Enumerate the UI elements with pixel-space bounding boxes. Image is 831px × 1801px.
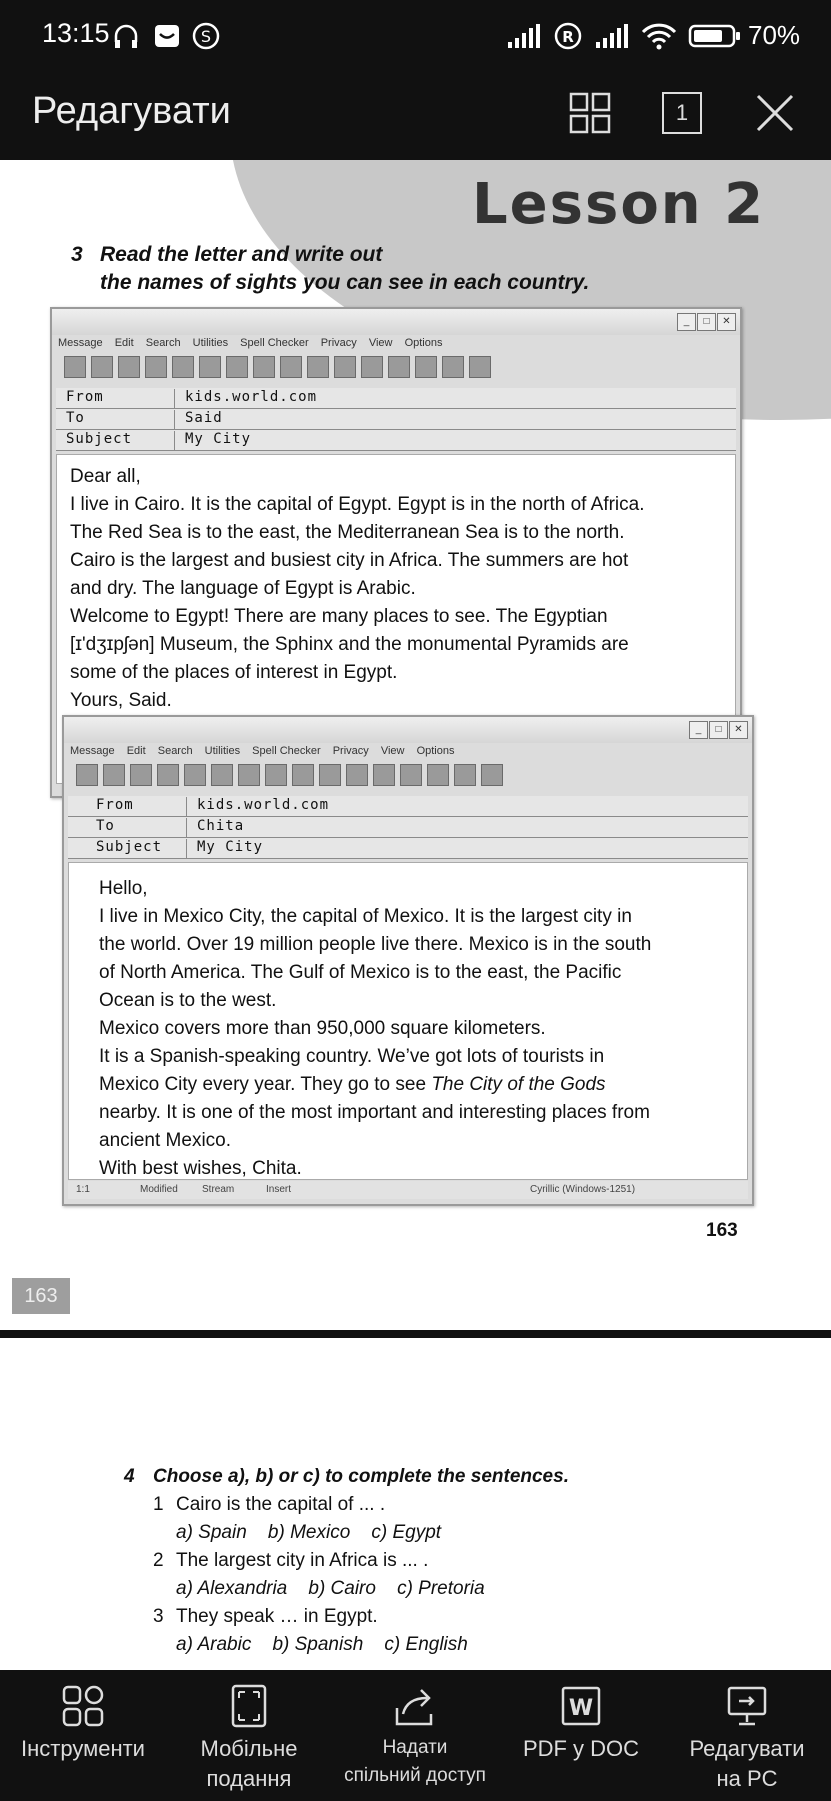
menu-edit[interactable]: Edit	[126, 745, 146, 757]
toolbar-icon[interactable]	[103, 764, 125, 786]
email-window-chita	[62, 715, 754, 1206]
page-title: Редагувати	[32, 90, 231, 132]
edit-on-pc-button[interactable]	[664, 1682, 830, 1794]
body-line: The Red Sea is to the east, the Mediterranean Sea is to the north.	[70, 522, 625, 543]
from-label: From	[96, 797, 134, 813]
window-status-bar	[68, 1181, 748, 1199]
headphones-icon	[112, 22, 140, 50]
tools-label: Інструменти	[21, 1736, 145, 1761]
body-line: [ɪ'dʒɪpʃən] Museum, the Sphinx and the monumental Pyramids are	[70, 634, 629, 655]
mobile-view-icon	[227, 1684, 271, 1728]
menu-view[interactable]: View	[380, 745, 405, 757]
toolbar-icon[interactable]	[253, 356, 275, 378]
word-doc-icon	[559, 1684, 603, 1728]
menu-view[interactable]: View	[368, 337, 393, 349]
ex4-item-text: They speak … in Egypt.	[176, 1606, 378, 1627]
ex4-option-c: c) Egypt	[371, 1522, 442, 1543]
ex4-item-text: The largest city in Africa is ... .	[176, 1550, 429, 1571]
modified-status: Modified	[140, 1184, 178, 1195]
body-line: the world. Over 19 million people live there. Mexico is in the south	[99, 934, 652, 955]
wifi-icon	[640, 22, 678, 50]
ex4-option-a: a) Spain	[176, 1522, 247, 1543]
toolbar-icon[interactable]	[346, 764, 368, 786]
desktop-icon	[725, 1684, 769, 1728]
toolbar-icon[interactable]	[184, 764, 206, 786]
tools-button[interactable]	[0, 1682, 166, 1764]
menu-utilities[interactable]: Utilities	[204, 745, 241, 757]
ex4-option-c: c) English	[384, 1634, 468, 1655]
menu-utilities[interactable]: Utilities	[192, 337, 229, 349]
message-icon	[153, 22, 181, 50]
encoding-status: Cyrillic (Windows-1251)	[530, 1184, 636, 1195]
menu-bar	[70, 745, 463, 757]
to-field[interactable]: Chita	[186, 818, 748, 837]
body-line: Cairo is the largest and busiest city in Africa. The summers are hot	[70, 550, 629, 571]
toolbar-icon[interactable]	[361, 356, 383, 378]
grid-view-button[interactable]	[563, 86, 617, 140]
from-field[interactable]: kids.world.com	[174, 389, 736, 408]
body-line: It is a Spanish-speaking country. We’ve got lots of tourists in	[99, 1046, 605, 1067]
body-line: Ocean is to the west.	[99, 990, 277, 1011]
pdf-to-doc-button[interactable]	[498, 1682, 664, 1764]
ex4-option-b: b) Cairo	[308, 1578, 376, 1599]
from-label: From	[66, 389, 104, 405]
toolbar-icon[interactable]	[415, 356, 437, 378]
toolbar-icon[interactable]	[238, 764, 260, 786]
pdf-to-doc-label: PDF у DOC	[522, 1736, 640, 1761]
subject-field[interactable]: My City	[186, 839, 748, 858]
page-number: 163	[706, 1220, 738, 1241]
body-line: I live in Cairo. It is the capital of Egypt. Egypt is in the north of Africa.	[70, 494, 645, 515]
toolbar-icon[interactable]	[400, 764, 422, 786]
toolbar-icon[interactable]	[334, 356, 356, 378]
tools-grid-icon	[61, 1684, 105, 1728]
ex4-option	[176, 1634, 468, 1656]
ex4-item-number: 2	[153, 1550, 164, 1571]
svg-text:R: R	[562, 28, 574, 46]
toolbar-icons	[64, 356, 491, 382]
menu-search[interactable]: Search	[157, 745, 193, 757]
battery-level: 70%	[748, 20, 801, 50]
ex4-option	[176, 1578, 485, 1600]
toolbar-icon[interactable]	[292, 764, 314, 786]
menu-options[interactable]: Options	[416, 745, 455, 757]
toolbar-icon[interactable]	[454, 764, 476, 786]
ex4-option-c: c) Pretoria	[397, 1578, 485, 1599]
insert-status: Insert	[266, 1184, 292, 1195]
ex4-number: 4	[124, 1466, 135, 1487]
body-line: With best wishes, Chita.	[99, 1158, 302, 1179]
page-badge: 163	[12, 1278, 70, 1314]
body-text: Mexico City every year. They go to see	[99, 1074, 427, 1095]
battery-icon	[688, 22, 742, 50]
subject-label: Subject	[96, 839, 163, 855]
toolbar-icon[interactable]	[91, 356, 113, 378]
body-line: Mexico covers more than 950,000 square kilometers.	[99, 1018, 546, 1039]
edit-on-pc-label: Редагувати на PC	[689, 1736, 805, 1791]
page-count: 1	[662, 92, 702, 134]
share-button[interactable]	[332, 1682, 498, 1790]
share-icon	[393, 1684, 437, 1728]
ex4-option-b: b) Spanish	[272, 1634, 364, 1655]
ex4-item-number: 3	[153, 1606, 164, 1627]
subject-label: Subject	[66, 431, 133, 447]
toolbar-icon[interactable]	[373, 764, 395, 786]
share-label: Надати спільний доступ	[344, 1737, 486, 1786]
page-divider	[0, 1330, 831, 1338]
toolbar-icon[interactable]	[145, 356, 167, 378]
maximize-button[interactable]: □	[709, 721, 728, 739]
toolbar-icon[interactable]	[64, 356, 86, 378]
toolbar-icon[interactable]	[481, 764, 503, 786]
s-app-icon	[192, 22, 220, 50]
toolbar-icon[interactable]	[211, 764, 233, 786]
mobile-view-button[interactable]	[166, 1682, 332, 1794]
menu-message[interactable]: Message	[70, 745, 115, 757]
minimize-button[interactable]: _	[689, 721, 708, 739]
menu-bar	[58, 337, 451, 349]
toolbar-icon[interactable]	[319, 764, 341, 786]
menu-privacy[interactable]: Privacy	[320, 337, 357, 349]
toolbar-icon[interactable]	[157, 764, 179, 786]
grid-icon	[568, 91, 612, 135]
toolbar-icons	[76, 764, 503, 790]
body-line: ancient Mexico.	[99, 1130, 232, 1151]
ex4-option-a: a) Alexandria	[176, 1578, 288, 1599]
toolbar-icon[interactable]	[469, 356, 491, 378]
from-field[interactable]: kids.world.com	[186, 797, 748, 816]
ex4-title: Choose a), b) or c) to complete the sentences.	[153, 1466, 569, 1487]
page-count-button[interactable]	[655, 86, 709, 140]
lesson-title: Lesson 2	[472, 172, 766, 237]
toolbar-icon[interactable]	[265, 764, 287, 786]
body-line: Yours, Said.	[70, 690, 172, 711]
toolbar-icon[interactable]	[307, 356, 329, 378]
bottom-toolbar	[0, 1670, 831, 1801]
close-window-button[interactable]: ✕	[729, 721, 748, 739]
ex4-item-number: 1	[153, 1494, 164, 1515]
body-line: Dear all,	[70, 466, 141, 487]
to-row	[68, 817, 748, 838]
from-row	[68, 796, 748, 817]
toolbar-icon[interactable]	[388, 356, 410, 378]
toolbar-icon[interactable]	[118, 356, 140, 378]
task3-number: 3	[71, 243, 83, 266]
toolbar-icon[interactable]	[442, 356, 464, 378]
to-label: To	[66, 410, 85, 426]
toolbar-icon[interactable]	[199, 356, 221, 378]
to-field[interactable]: Said	[174, 410, 736, 429]
close-icon	[755, 93, 795, 133]
minimize-button[interactable]: _	[677, 313, 696, 331]
registered-icon	[554, 22, 582, 50]
status-time: 13:15	[42, 18, 110, 48]
window-titlebar	[52, 309, 740, 335]
body-line: I live in Mexico City, the capital of Mexico. It is the largest city in	[99, 906, 632, 927]
toolbar-icon[interactable]	[130, 764, 152, 786]
close-button[interactable]	[748, 86, 802, 140]
maximize-button[interactable]: □	[697, 313, 716, 331]
svg-text:S: S	[200, 27, 212, 46]
task3-line1: Read the letter and write out	[100, 243, 383, 266]
menu-search[interactable]: Search	[145, 337, 181, 349]
message-body[interactable]	[68, 862, 748, 1180]
close-window-button[interactable]: ✕	[717, 313, 736, 331]
toolbar-icon[interactable]	[226, 356, 248, 378]
subject-field[interactable]: My City	[174, 431, 736, 450]
body-line: Welcome to Egypt! There are many places to see. The Egyptian	[70, 606, 608, 627]
ex4-option	[176, 1522, 441, 1544]
body-line: nearby. It is one of the most important and interesting places from	[99, 1102, 650, 1123]
ex4-option-b: b) Mexico	[267, 1522, 351, 1543]
menu-edit[interactable]: Edit	[114, 337, 134, 349]
window-titlebar	[64, 717, 752, 743]
signal-icon	[594, 22, 630, 50]
toolbar-icon[interactable]	[280, 356, 302, 378]
menu-spell-checker[interactable]: Spell Checker	[240, 337, 309, 349]
body-line	[99, 1071, 747, 1099]
body-line: of North America. The Gulf of Mexico is to the east, the Pacific	[99, 962, 622, 983]
task3-line2: the names of sights you can see in each country.	[100, 271, 590, 294]
ex4-item-text: Cairo is the capital of ... .	[176, 1494, 386, 1515]
menu-spell-checker[interactable]: Spell Checker	[252, 745, 321, 757]
svg-text:W: W	[568, 1696, 594, 1721]
menu-privacy[interactable]: Privacy	[332, 745, 369, 757]
toolbar-icon[interactable]	[172, 356, 194, 378]
mobile-view-label: Мобільне подання	[200, 1736, 298, 1791]
toolbar-icon[interactable]	[76, 764, 98, 786]
toolbar-icon[interactable]	[427, 764, 449, 786]
to-label: To	[96, 818, 115, 834]
from-row	[56, 388, 736, 409]
exercise-4	[0, 1338, 831, 1668]
body-line: some of the places of interest in Egypt.	[70, 662, 398, 683]
to-row	[56, 409, 736, 430]
menu-options[interactable]: Options	[404, 337, 443, 349]
subject-row	[56, 430, 736, 451]
cursor-position: 1:1	[76, 1184, 90, 1195]
stream-status: Stream	[202, 1184, 235, 1195]
subject-row	[68, 838, 748, 859]
menu-message[interactable]: Message	[58, 337, 103, 349]
body-line: and dry. The language of Egypt is Arabic.	[70, 578, 416, 599]
ex4-option-a: a) Arabic	[176, 1634, 252, 1655]
body-line: Hello,	[99, 878, 148, 899]
signal-icon	[506, 22, 542, 50]
body-italic-title: The City of the Gods	[431, 1074, 606, 1095]
